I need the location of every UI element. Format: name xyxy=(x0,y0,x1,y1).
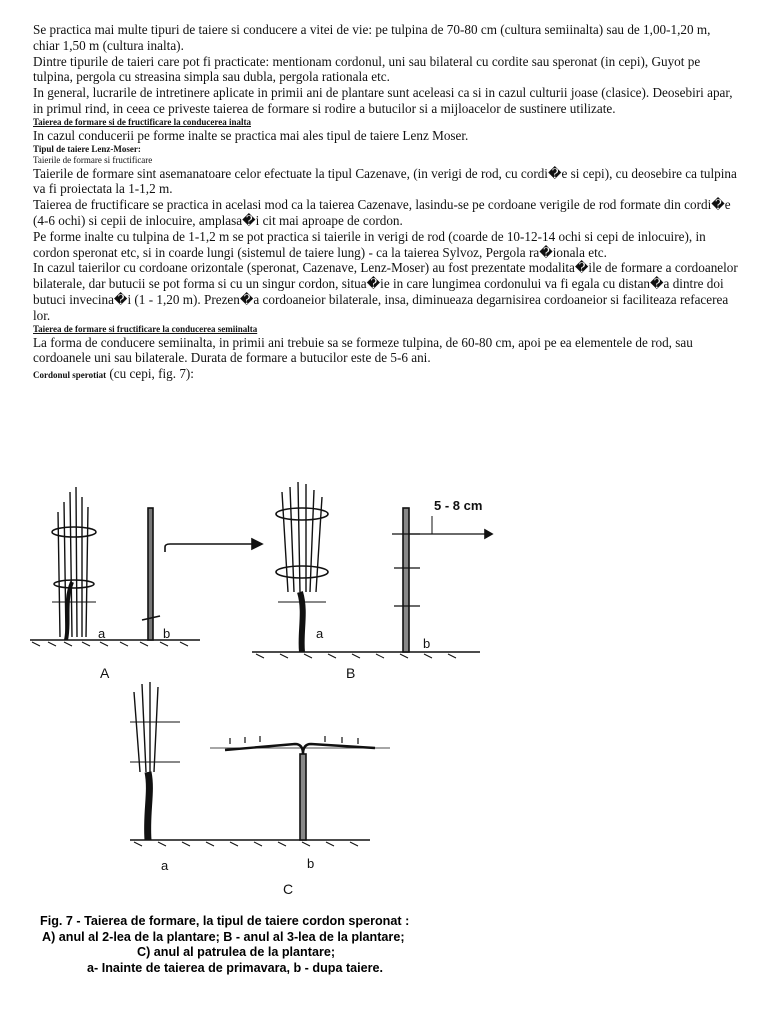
paragraph: Taierile de formare sint asemanatoare celor efectuate la tipul Cazenave, (in verigi de rod, cu cordi�e si cepi), cu deosebire ca tulpina va fi proiectata la 1-1,2 m. xyxy=(33,165,737,197)
arrow-head xyxy=(252,539,262,549)
vine-c-after xyxy=(210,736,390,840)
label-b: b xyxy=(423,636,431,651)
arrow-line xyxy=(165,544,252,552)
figure-caption xyxy=(40,914,480,976)
paragraph: Se practica mai multe tipuri de taiere si conducere a vitei de vie: pe tulpina de 70-80 cm (cultura semiinalta) sau de 1,00-1,20 m, chiar 1,50 m (cultura inalta). xyxy=(33,22,711,53)
label-a: a xyxy=(161,858,169,873)
section-heading: Taierea de formare si de fructificare la conducerea inalta xyxy=(33,116,251,127)
section-heading: Taierea de formare si fructificare la conducerea semiinalta xyxy=(33,323,258,334)
paragraph: Taierea de fructificare se practica in acelasi mod ca la taierea Cazenave, lasindu-se pe cordoane verigile de rod formate din cordi�e (4-6 ochi) si cepii de inlocuire, amplasa�i cit mai aproape de cordon. xyxy=(33,197,731,228)
inline-heading: Cordonul sperotiat xyxy=(33,370,107,381)
inline-heading-rest: (cu cepi, fig. 7): xyxy=(106,366,194,382)
caption-line: Fig. 7 - Taierea de formare, la tipul de taiere cordon speronat : xyxy=(40,914,410,928)
paragraph: La forma de conducere semiinalta, in primii ani trebuie sa se formeze tulpina, de 60-80 cm, apoi pe ea elementele de rod, sau cordoanele uni sau bilaterale. Durata de formare a butucilor este de 5-6 ani. xyxy=(33,334,693,366)
figure-7-illustration xyxy=(30,472,500,912)
subsection-subheading: Taierile de formare si fructificare xyxy=(33,154,153,165)
dimension-label: 5 - 8 cm xyxy=(434,498,483,513)
vine-a-after xyxy=(142,508,160,640)
paragraph: In cazul taierilor cu cordoane orizontale (speronat, Cazenave, Lenz-Moser) au fost prezentate modalita�ile de formare a cordoanelor bilaterale, dar butucii se pot forma si cu un singur cordon, situa�ie in care lungimea cordonului va fi egala cu distan�a dintre doi butuci invecina�i (1 - 1,20 m). Prezen�a cordoaneior bilaterale, insa, diminueaza degarnisirea cordoaneior si faciliteaza refacerea lor. xyxy=(33,260,738,323)
subsection-heading: Tipul de taiere Lenz-Moser: xyxy=(33,143,141,154)
paragraph xyxy=(33,366,739,384)
paragraph: Dintre tipurile de taieri care pot fi practicate: mentionam cordonul, uni sau bilateral cu cordite sau speronat (in cepi), Guyot pe tulpina, pergola cu streasina simpla sau dubla, pergola rationala etc. xyxy=(33,53,701,85)
caption-line: a- Inainte de taierea de primavara, b - dupa taiere. xyxy=(87,960,384,975)
label-a: a xyxy=(98,626,106,641)
label-b: b xyxy=(307,856,315,871)
panel-label-a: A xyxy=(100,665,110,681)
ground-hatching xyxy=(256,654,456,658)
caption-line: A) anul al 2-lea de la plantare; B - anul al 3-lea de la plantare; xyxy=(42,929,405,944)
ground-hatching xyxy=(134,842,358,846)
paragraph: In general, lucrarile de intretinere aplicate in primii ani de plantare sunt aceleasi ca si in cazul culturii joase (clasice). Deosebiri apar, in primul rind, in ceea ce priveste taierea de formare si rodire a butucilor si a mijloacelor de sustinere utilizate. xyxy=(33,85,733,116)
label-a: a xyxy=(316,626,324,641)
panel-label-b: B xyxy=(346,665,356,681)
paragraph: Pe forme inalte cu tulpina de 1-1,2 m se pot practica si taierile in verigi de rod (coarde de 10-12-14 ochi si cepi de inlocuire), in cordon speronat etc, si in coarde lungi (sistemul de taiere lung) - ca la taierea Sylvoz, Pergola ra�ionala etc. xyxy=(33,228,706,260)
label-b: b xyxy=(163,626,171,641)
vine-training-drawing xyxy=(30,472,500,912)
caption-line: C) anul al patrulea de la plantare; xyxy=(137,945,336,960)
vine-b-after xyxy=(392,508,492,652)
vine-c-before xyxy=(130,682,180,840)
ground-hatching xyxy=(32,642,188,646)
paragraph: In cazul conducerii pe forme inalte se practica mai ales tipul de taiere Lenz Moser. xyxy=(33,127,469,143)
panel-label-c: C xyxy=(283,881,294,897)
body-text xyxy=(33,22,739,384)
vine-a-before xyxy=(52,487,96,640)
